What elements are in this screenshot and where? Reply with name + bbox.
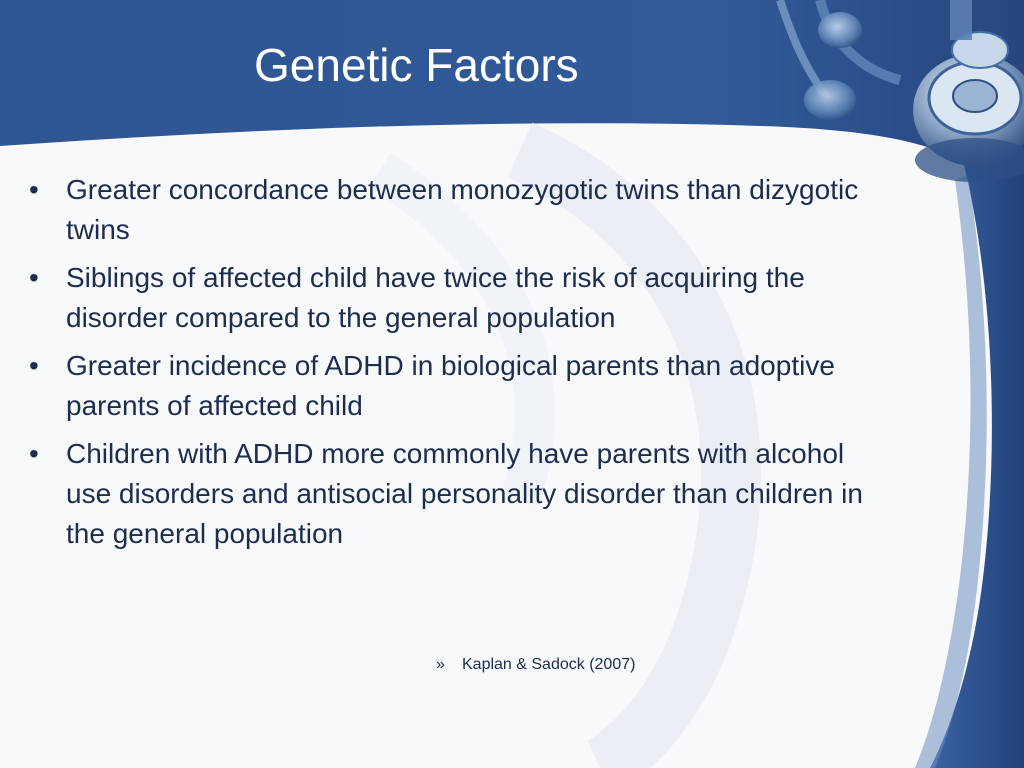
bullet-marker: • (29, 350, 39, 381)
citation-text: Kaplan & Sadock (2007) (462, 656, 636, 673)
bullet-item (24, 346, 884, 426)
bullet-marker: • (29, 262, 39, 293)
bullet-list (24, 170, 884, 562)
bullet-marker: • (29, 438, 39, 469)
slide-title: Genetic Factors (254, 39, 579, 91)
bullet-text: Children with ADHD more commonly have parents with alcohol use disorders and antisocial personality disorder than children in the general population (66, 438, 863, 549)
bullet-text: Siblings of affected child have twice the risk of acquiring the disorder compared to the general population (66, 262, 805, 333)
citation-marker: » (436, 656, 445, 673)
citation (436, 654, 635, 676)
bullet-item (24, 258, 884, 338)
bullet-text: Greater incidence of ADHD in biological parents than adoptive parents of affected child (66, 350, 835, 421)
bullet-item (24, 434, 884, 554)
bullet-text: Greater concordance between monozygotic twins than dizygotic twins (66, 174, 859, 245)
bullet-marker: • (29, 174, 39, 205)
bullet-item (24, 170, 884, 250)
